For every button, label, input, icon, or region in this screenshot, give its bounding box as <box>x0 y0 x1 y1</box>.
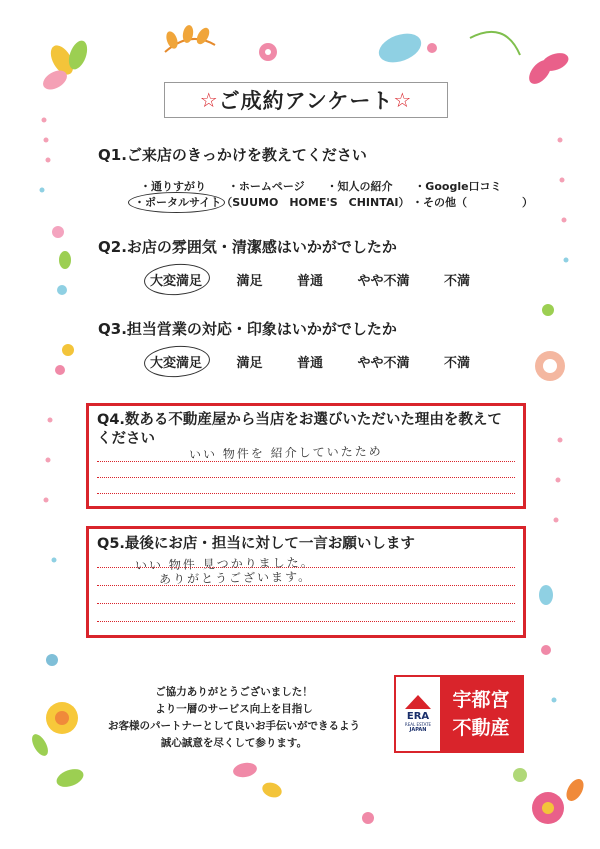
q1-option-portal-selected[interactable]: ・ポータルサイト <box>134 196 222 209</box>
survey-title-text: ご成約アンケート <box>218 89 394 113</box>
q5-handwritten-answer-line2[interactable]: ありがとうございます。 <box>158 569 313 587</box>
answer-line <box>97 585 515 586</box>
q3-heading: Q3.担当営業の対応・印象はいかがでしたか <box>98 320 397 338</box>
q3-rating-dissatisfied[interactable]: 不満 <box>443 356 470 371</box>
q3-rating-very-satisfied[interactable]: 大変満足 <box>150 352 202 371</box>
answer-line <box>97 567 515 568</box>
q1-option[interactable]: ・Google口コミ <box>414 180 502 193</box>
q5-answer-box <box>86 526 526 638</box>
answer-line <box>97 621 515 622</box>
star-icon: ☆ <box>199 88 219 112</box>
company-logo <box>394 675 524 753</box>
answer-line <box>97 603 515 604</box>
brand-name: 宇都宮 不動産 <box>452 689 510 739</box>
answer-line <box>97 461 515 462</box>
q3-rating-satisfied[interactable]: 満足 <box>236 356 263 371</box>
q1-heading: Q1.ご来店のきっかけを教えてください <box>98 146 367 164</box>
answer-line <box>97 493 515 494</box>
q1-option-other[interactable]: ・その他（ ） <box>411 196 533 209</box>
era-roof-icon <box>405 695 431 709</box>
star-icon: ☆ <box>393 88 413 112</box>
q3-rating-neutral[interactable]: 普通 <box>296 356 323 371</box>
q5-heading: Q5.最後にお店・担当に対して一言お願いします <box>97 536 415 552</box>
q2-rating-somewhat-dissatisfied[interactable]: やや不満 <box>357 274 410 289</box>
era-logo: ERA REAL ESTATE JAPAN <box>396 677 440 751</box>
q2-rating-very-satisfied[interactable]: 大変満足 <box>150 270 202 289</box>
q1-option[interactable]: ・ホームページ <box>227 180 305 193</box>
q2-rating-satisfied[interactable]: 満足 <box>236 274 263 289</box>
q4-answer-box <box>86 403 526 509</box>
q5-handwritten-answer-line1[interactable]: いい 物件 見つかりました。 <box>134 555 315 573</box>
survey-title <box>164 82 448 118</box>
answer-line <box>97 477 515 478</box>
q2-heading: Q2.お店の雰囲気・清潔感はいかがでしたか <box>98 238 397 256</box>
q1-option[interactable]: ・通りすがり <box>140 180 206 193</box>
q4-handwritten-answer[interactable]: いい 物件を 紹介していたため <box>188 444 383 462</box>
thank-you-message: ご協力ありがとうございました！ より一層のサービス向上を目指し お客様のパートナーとして良いお手伝いができるよう 誠心誠意を尽くして参ります。 <box>108 686 360 749</box>
q2-rating-scale <box>150 270 470 289</box>
q1-options-row2 <box>134 194 533 210</box>
q1-portal-detail: （SUUMO HOME'S CHINTAI） <box>221 196 404 209</box>
q1-options-row1 <box>140 178 502 194</box>
q3-rating-scale <box>150 352 470 371</box>
q1-option[interactable]: ・知人の紹介 <box>326 180 393 193</box>
q2-rating-dissatisfied[interactable]: 不満 <box>443 274 470 289</box>
q2-rating-neutral[interactable]: 普通 <box>296 274 323 289</box>
q3-rating-somewhat-dissatisfied[interactable]: やや不満 <box>357 356 410 371</box>
q4-heading: Q4.数ある不動産屋から当店をお選びいただいた理由を教えて ください <box>97 412 502 447</box>
